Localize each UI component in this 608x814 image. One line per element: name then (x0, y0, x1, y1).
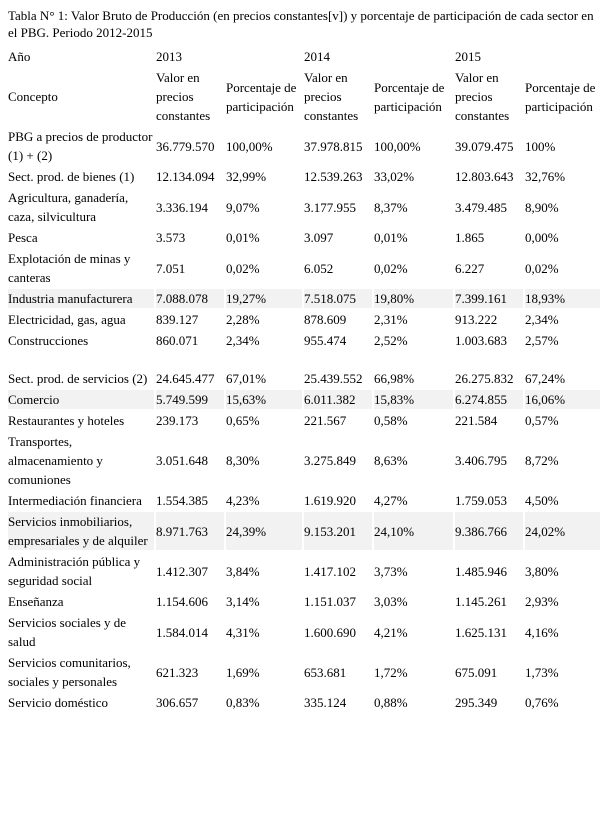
cell-share: 2,34% (226, 333, 260, 348)
spacer-cell (226, 352, 302, 367)
cell-share: 67,01% (226, 371, 267, 386)
row-concept-label: Sect. prod. de servicios (2) (8, 371, 148, 386)
table-header (8, 47, 600, 125)
row-concept-label: Comercio (8, 390, 154, 409)
cell-share: 33,02% (374, 169, 415, 184)
cell-value: 7.518.075 (304, 289, 372, 308)
row-concept-label: Servicios sociales y de salud (8, 615, 127, 649)
table-row (8, 432, 600, 489)
table-row (8, 249, 600, 287)
cell-value: 9.386.766 (455, 512, 523, 550)
row-concept-label: Explotación de minas y canteras (8, 251, 131, 285)
table-row (8, 552, 600, 590)
row-concept-label: Enseñanza (8, 594, 64, 609)
table-row (8, 411, 600, 430)
cell-share: 66,98% (374, 371, 415, 386)
spacer-cell (374, 352, 453, 367)
cell-share: 0,76% (525, 695, 559, 710)
cell-share: 0,57% (525, 413, 559, 428)
row-concept-label: Construcciones (8, 333, 89, 348)
table-row (8, 693, 600, 712)
cell-share: 2,34% (525, 312, 559, 327)
year-header-row (8, 47, 600, 66)
cell-share: 19,27% (226, 289, 302, 308)
cell-share: 2,52% (374, 333, 408, 348)
cell-value: 955.474 (304, 333, 347, 348)
cell-value: 36.779.570 (156, 138, 215, 154)
cell-value: 6.052 (304, 260, 334, 276)
cell-value: 3.097 (304, 230, 334, 245)
cell-share: 4,16% (525, 624, 559, 640)
cell-value: 37.978.815 (304, 138, 363, 154)
row-concept-label: Electricidad, gas, agua (8, 312, 126, 327)
row-concept-label: Industria manufacturera (8, 289, 154, 308)
cell-value: 221.584 (455, 413, 498, 428)
year-2013-label: 2013 (156, 49, 182, 64)
table-row (8, 390, 600, 409)
cell-value: 9.153.201 (304, 512, 372, 550)
row-concept-label: Transportes, almacenamiento y comuniones (8, 434, 103, 487)
spacer-cell (455, 352, 523, 367)
cell-value: 7.399.161 (455, 289, 523, 308)
row-concept-label: Intermediación financiera (8, 493, 142, 508)
cell-value: 306.657 (156, 695, 199, 710)
cell-share: 32,99% (226, 169, 267, 184)
cell-value: 3.336.194 (156, 199, 208, 215)
cell-value: 26.275.832 (455, 371, 514, 386)
table-body (8, 127, 600, 712)
year-2015-label: 2015 (455, 49, 481, 64)
cell-value: 675.091 (455, 664, 498, 680)
column-header-row (8, 68, 600, 125)
cell-share: 0,01% (226, 230, 260, 245)
cell-value: 7.051 (156, 260, 186, 276)
cell-value: 839.127 (156, 312, 199, 327)
cell-share: 1,73% (525, 664, 559, 680)
cell-value: 24.645.477 (156, 371, 215, 386)
cell-share: 0,88% (374, 695, 408, 710)
cell-value: 1.619.920 (304, 493, 356, 508)
cell-value: 12.134.094 (156, 169, 215, 184)
cell-share: 8,90% (525, 199, 559, 215)
cell-value: 1.865 (455, 230, 485, 245)
row-concept-label: PBG a precios de productor (1) + (2) (8, 129, 153, 163)
cell-share: 15,63% (226, 390, 302, 409)
cell-share: 16,06% (525, 390, 600, 409)
share-column-header-2014: Porcentaje de participación (374, 79, 445, 114)
cell-value: 6.011.382 (304, 390, 372, 409)
cell-share: 4,50% (525, 493, 559, 508)
cell-value: 3.177.955 (304, 199, 356, 215)
cell-share: 4,21% (374, 624, 408, 640)
cell-value: 1.154.606 (156, 594, 208, 609)
cell-share: 2,93% (525, 594, 559, 609)
cell-share: 0,02% (525, 260, 559, 276)
cell-value: 1.600.690 (304, 624, 356, 640)
cell-share: 24,10% (374, 512, 453, 550)
cell-value: 295.349 (455, 695, 498, 710)
cell-value: 39.079.475 (455, 138, 514, 154)
cell-share: 8,37% (374, 199, 408, 215)
cell-share: 2,57% (525, 333, 559, 348)
cell-value: 3.406.795 (455, 453, 507, 468)
cell-share: 8,72% (525, 453, 559, 468)
cell-value: 860.071 (156, 333, 199, 348)
cell-value: 5.749.599 (156, 390, 224, 409)
table-row (8, 592, 600, 611)
table-row (8, 228, 600, 247)
table-row (8, 188, 600, 226)
cell-share: 1,72% (374, 664, 408, 680)
cell-share: 100,00% (226, 138, 273, 154)
cell-value: 1.412.307 (156, 563, 208, 579)
cell-value: 3.479.485 (455, 199, 507, 215)
table-row (8, 167, 600, 186)
cell-share: 3,03% (374, 594, 408, 609)
cell-share: 1,69% (226, 664, 260, 680)
cell-value: 8.971.763 (156, 512, 224, 550)
cell-share: 32,76% (525, 169, 566, 184)
cell-value: 1.625.131 (455, 624, 507, 640)
cell-value: 335.124 (304, 695, 347, 710)
cell-share: 24,02% (525, 512, 600, 550)
cell-value: 221.567 (304, 413, 347, 428)
table-row (8, 491, 600, 510)
cell-share: 2,28% (226, 312, 260, 327)
cell-value: 1.759.053 (455, 493, 507, 508)
cell-value: 12.803.643 (455, 169, 514, 184)
cell-value: 3.275.849 (304, 453, 356, 468)
cell-value: 1.003.683 (455, 333, 507, 348)
row-concept-label: Administración pública y seguridad social (8, 554, 141, 588)
year-2014-label: 2014 (304, 49, 330, 64)
spacer-row (8, 352, 600, 367)
cell-value: 239.173 (156, 413, 199, 428)
cell-share: 0,02% (374, 260, 408, 276)
cell-share: 3,84% (226, 563, 260, 579)
share-column-header-2013: Porcentaje de participación (226, 79, 297, 114)
table-row (8, 331, 600, 350)
data-table (6, 45, 602, 714)
value-column-header-2014: Valor en precios constantes (304, 70, 359, 123)
row-concept-label: Restaurantes y hoteles (8, 413, 125, 428)
cell-share: 19,80% (374, 289, 453, 308)
cell-share: 3,80% (525, 563, 559, 579)
spacer-cell (304, 352, 372, 367)
cell-share: 24,39% (226, 512, 302, 550)
cell-share: 0,65% (226, 413, 260, 428)
table-row (8, 289, 600, 308)
cell-share: 0,58% (374, 413, 408, 428)
cell-value: 621.323 (156, 664, 199, 680)
share-column-header-2015: Porcentaje de participación (525, 79, 596, 114)
spacer-cell (8, 352, 154, 367)
table-row (8, 653, 600, 691)
cell-share: 8,30% (226, 453, 260, 468)
cell-value: 653.681 (304, 664, 347, 680)
cell-value: 1.145.261 (455, 594, 507, 609)
cell-share: 100% (525, 138, 556, 154)
cell-share: 0,01% (374, 230, 408, 245)
cell-share: 0,83% (226, 695, 260, 710)
cell-share: 0,02% (226, 260, 260, 276)
table-row (8, 127, 600, 165)
table-row (8, 369, 600, 388)
value-column-header-2015: Valor en precios constantes (455, 70, 510, 123)
cell-value: 1.417.102 (304, 563, 356, 579)
cell-share: 18,93% (525, 289, 600, 308)
cell-share: 15,83% (374, 390, 453, 409)
cell-share: 3,73% (374, 563, 408, 579)
cell-value: 1.485.946 (455, 563, 507, 579)
cell-share: 100,00% (374, 138, 421, 154)
cell-value: 25.439.552 (304, 371, 363, 386)
year-axis-label: Año (8, 49, 31, 64)
cell-share: 4,27% (374, 493, 408, 508)
cell-value: 878.609 (304, 312, 347, 327)
cell-share: 9,07% (226, 199, 260, 215)
cell-value: 3.573 (156, 230, 186, 245)
row-concept-label: Sect. prod. de bienes (1) (8, 169, 135, 184)
cell-value: 6.274.855 (455, 390, 523, 409)
cell-value: 1.584.014 (156, 624, 208, 640)
row-concept-label: Agricultura, ganadería, caza, silvicultura (8, 190, 129, 224)
spacer-cell (525, 352, 600, 367)
cell-share: 4,23% (226, 493, 260, 508)
cell-share: 0,00% (525, 230, 559, 245)
cell-share: 4,31% (226, 624, 260, 640)
document-page (8, 7, 600, 714)
concept-column-label: Concepto (8, 89, 58, 104)
cell-value: 12.539.263 (304, 169, 363, 184)
row-concept-label: Servicios inmobiliarios, empresariales y de alquiler (8, 512, 154, 550)
cell-share: 67,24% (525, 371, 566, 386)
cell-share: 8,63% (374, 453, 408, 468)
table-row (8, 613, 600, 651)
cell-share: 2,31% (374, 312, 408, 327)
row-concept-label: Pesca (8, 230, 38, 245)
cell-value: 1.554.385 (156, 493, 208, 508)
table-title: Tabla N° 1: Valor Bruto de Producción (en precios constantes[v]) y porcentaje de participación de cada sector en el PBG. Periodo 2012-2015 (8, 8, 594, 40)
cell-value: 7.088.078 (156, 289, 224, 308)
cell-value: 913.222 (455, 312, 498, 327)
cell-value: 1.151.037 (304, 594, 356, 609)
cell-share: 3,14% (226, 594, 260, 609)
row-concept-label: Servicio doméstico (8, 695, 109, 710)
spacer-cell (156, 352, 224, 367)
row-concept-label: Servicios comunitarios, sociales y personales (8, 655, 131, 689)
value-column-header-2013: Valor en precios constantes (156, 70, 211, 123)
cell-value: 6.227 (455, 260, 485, 276)
table-row (8, 512, 600, 550)
cell-value: 3.051.648 (156, 453, 208, 468)
table-row (8, 310, 600, 329)
